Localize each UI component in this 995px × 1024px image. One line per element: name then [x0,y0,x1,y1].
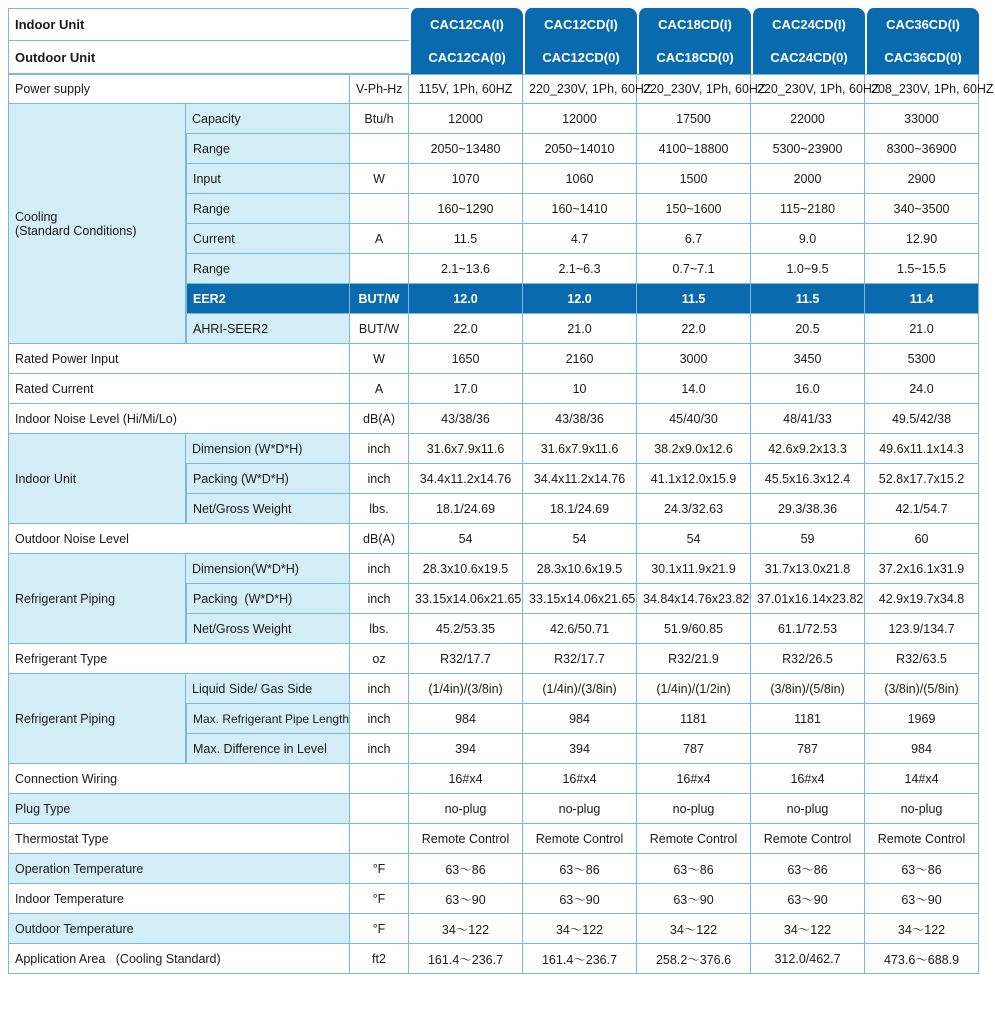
cell-value: 12.0 [523,284,637,314]
cell-value: 43/38/36 [409,404,523,434]
cell-value: 63～90 [523,884,637,914]
table-row [8,824,979,854]
cell-value: 42.1/54.7 [865,494,979,524]
table-row [8,644,979,674]
table-row [8,74,979,104]
cell-value: 22000 [751,104,865,134]
table-row [8,914,979,944]
spec-table [8,8,994,974]
cell-value: 1060 [523,164,637,194]
row-unit: inch [350,674,409,704]
cell-value: 16.0 [751,374,865,404]
cell-value: 42.6x9.2x13.3 [751,434,865,464]
row-unit: inch [350,584,409,614]
cell-value: 984 [409,704,523,734]
cell-value: 115V, 1Ph, 60HZ [409,74,523,104]
cell-value: 1.5~15.5 [865,254,979,284]
cell-value: (3/8in)/(5/8in) [751,674,865,704]
cell-value: 2050~13480 [409,134,523,164]
cell-value: 14#x4 [865,764,979,794]
row-label: Packing (W*D*H) [186,584,350,614]
cell-value: 0.7~7.1 [637,254,751,284]
row-label: Indoor Temperature [8,884,350,914]
cell-value: 49.5/42/38 [865,404,979,434]
cell-value: Remote Control [409,824,523,854]
row-unit: inch [350,704,409,734]
cell-value: 2900 [865,164,979,194]
table-row [8,524,979,554]
cell-value: 61.1/72.53 [751,614,865,644]
table-row [8,434,979,464]
cell-value: 3000 [637,344,751,374]
row-label: Range [186,194,350,224]
row-label: Input [186,164,350,194]
cell-value: 2.1~13.6 [409,254,523,284]
cell-value: 5300~23900 [751,134,865,164]
row-label: Outdoor Temperature [8,914,350,944]
row-unit: °F [350,884,409,914]
cell-value: 11.5 [751,284,865,314]
table-row [8,764,979,794]
cell-value: 63～90 [751,884,865,914]
cell-value: 12.0 [409,284,523,314]
cell-value: no-plug [751,794,865,824]
row-label: Dimension(W*D*H) [186,554,350,584]
cell-value: no-plug [523,794,637,824]
row-label: EER2 [186,284,350,314]
row-label: Rated Current [8,374,350,404]
cell-value: 340~3500 [865,194,979,224]
cell-value: 29.3/38.36 [751,494,865,524]
cell-value: 258.2～376.6 [637,944,751,974]
cell-value: 11.5 [409,224,523,254]
cell-value: 41.1x12.0x15.9 [637,464,751,494]
cell-value: 2050~14010 [523,134,637,164]
indoor-model-5: CAC36CD(I) [865,8,979,41]
cell-value: 52.8x17.7x15.2 [865,464,979,494]
cell-value: 16#x4 [751,764,865,794]
cell-value: 161.4～236.7 [523,944,637,974]
cell-value: 24.0 [865,374,979,404]
cell-value: 54 [523,524,637,554]
cell-value: 1070 [409,164,523,194]
cell-value: 21.0 [523,314,637,344]
cell-value: 473.6～688.9 [865,944,979,974]
cell-value: 16#x4 [523,764,637,794]
cell-value: 63～86 [637,854,751,884]
cell-value: 161.4～236.7 [409,944,523,974]
cell-value: 220_230V, 1Ph, 60HZ [751,74,865,104]
cell-value: 63～86 [409,854,523,884]
cell-value: 63～90 [637,884,751,914]
cell-value: 5300 [865,344,979,374]
row-unit: dB(A) [350,404,409,434]
row-label: Connection Wiring [8,764,350,794]
row-unit: lbs. [350,494,409,524]
cell-value: 34.84x14.76x23.82 [637,584,751,614]
cell-value: 312.0/462.7 [751,944,865,974]
row-unit: A [350,224,409,254]
cell-value: 16#x4 [409,764,523,794]
cell-value: 11.5 [637,284,751,314]
cell-value: 63～90 [865,884,979,914]
cell-value: 45/40/30 [637,404,751,434]
row-unit [350,794,409,824]
indoor-model-4: CAC24CD(I) [751,8,865,41]
group-refrigerant-piping-1: Refrigerant Piping [8,554,186,644]
table-row [8,344,979,374]
cell-value: 42.6/50.71 [523,614,637,644]
cell-value: 984 [865,734,979,764]
outdoor-model-3: CAC18CD(0) [637,41,751,74]
row-label: Packing (W*D*H) [186,464,350,494]
row-label: Current [186,224,350,254]
cell-value: 33.15x14.06x21.65 [409,584,523,614]
cell-value: 394 [523,734,637,764]
cell-value: 160~1290 [409,194,523,224]
cell-value: 208_230V, 1Ph, 60HZ [865,74,979,104]
cell-value: 34～122 [637,914,751,944]
cell-value: 984 [523,704,637,734]
indoor-model-2: CAC12CD(I) [523,8,637,41]
cell-value: R32/17.7 [523,644,637,674]
cell-value: 16#x4 [637,764,751,794]
cell-value: 18.1/24.69 [523,494,637,524]
cell-value: 4.7 [523,224,637,254]
cell-value: 115~2180 [751,194,865,224]
cell-value: Remote Control [637,824,751,854]
row-unit [350,194,409,224]
cell-value: 2160 [523,344,637,374]
row-label: Capacity [186,104,350,134]
cell-value: 33.15x14.06x21.65 [523,584,637,614]
cell-value: 45.5x16.3x12.4 [751,464,865,494]
cell-value: 48/41/33 [751,404,865,434]
cell-value: 160~1410 [523,194,637,224]
row-label: Plug Type [8,794,350,824]
cell-value: 220_230V, 1Ph, 60HZ [523,74,637,104]
row-unit: oz [350,644,409,674]
cell-value: 30.1x11.9x21.9 [637,554,751,584]
outdoor-model-1: CAC12CA(0) [409,41,523,74]
table-row [8,104,979,134]
row-unit: BUT/W [350,284,409,314]
cell-value: 11.4 [865,284,979,314]
row-label: Range [186,254,350,284]
cell-value: 31.6x7.9x11.6 [409,434,523,464]
cell-value: no-plug [637,794,751,824]
cell-value: 17500 [637,104,751,134]
cell-value: no-plug [865,794,979,824]
cell-value: 2000 [751,164,865,194]
cell-value: (1/4in)/(3/8in) [523,674,637,704]
row-unit [350,254,409,284]
cell-value: 12.90 [865,224,979,254]
cell-value: 9.0 [751,224,865,254]
row-unit: lbs. [350,614,409,644]
cell-value: 20.5 [751,314,865,344]
cell-value: 34～122 [523,914,637,944]
row-unit: W [350,344,409,374]
cell-value: 2.1~6.3 [523,254,637,284]
row-unit [350,764,409,794]
row-unit: V-Ph-Hz [350,74,409,104]
cell-value: 150~1600 [637,194,751,224]
outdoor-model-4: CAC24CD(0) [751,41,865,74]
row-unit: dB(A) [350,524,409,554]
cell-value: 123.9/134.7 [865,614,979,644]
row-label: Dimension (W*D*H) [186,434,350,464]
cell-value: R32/17.7 [409,644,523,674]
cell-value: 34.4x11.2x14.76 [409,464,523,494]
cell-value: (1/4in)/(3/8in) [409,674,523,704]
cell-value: 31.7x13.0x21.8 [751,554,865,584]
cell-value: 1969 [865,704,979,734]
cell-value: 54 [637,524,751,554]
group-indoor-unit: Indoor Unit [8,434,186,524]
cell-value: 1181 [637,704,751,734]
cell-value: (3/8in)/(5/8in) [865,674,979,704]
row-unit [350,134,409,164]
cell-value: 3450 [751,344,865,374]
row-label: Application Area (Cooling Standard) [8,944,350,974]
cell-value: 28.3x10.6x19.5 [523,554,637,584]
cell-value: 394 [409,734,523,764]
table-row [8,854,979,884]
cell-value: 34～122 [409,914,523,944]
cell-value: 43/38/36 [523,404,637,434]
outdoor-unit-header: Outdoor Unit [8,41,409,74]
cell-value: 1500 [637,164,751,194]
row-label: Rated Power Input [8,344,350,374]
cell-value: 37.2x16.1x31.9 [865,554,979,584]
table-row [8,554,979,584]
cell-value: 12000 [409,104,523,134]
row-label: Net/Gross Weight [186,614,350,644]
cell-value: (1/4in)/(1/2in) [637,674,751,704]
outdoor-model-row [8,41,979,74]
cell-value: 34.4x11.2x14.76 [523,464,637,494]
table-row [8,404,979,434]
cell-value: 1181 [751,704,865,734]
table-row [8,794,979,824]
cell-value: Remote Control [865,824,979,854]
cell-value: 63～86 [751,854,865,884]
cell-value: 14.0 [637,374,751,404]
row-unit: inch [350,554,409,584]
row-unit: A [350,374,409,404]
cell-value: 51.9/60.85 [637,614,751,644]
indoor-unit-header: Indoor Unit [8,8,409,41]
cell-value: 24.3/32.63 [637,494,751,524]
cell-value: 22.0 [637,314,751,344]
row-unit: °F [350,914,409,944]
cell-value: 37.01x16.14x23.82 [751,584,865,614]
cell-value: 787 [751,734,865,764]
table-row [8,944,979,974]
group-cooling: Cooling (Standard Conditions) [8,104,186,344]
row-unit: W [350,164,409,194]
outdoor-model-2: CAC12CD(0) [523,41,637,74]
cell-value: 22.0 [409,314,523,344]
cell-value: 4100~18800 [637,134,751,164]
cell-value: 45.2/53.35 [409,614,523,644]
cell-value: 63～90 [409,884,523,914]
row-unit: ft2 [350,944,409,974]
cell-value: Remote Control [523,824,637,854]
cell-value: Remote Control [751,824,865,854]
row-unit: inch [350,734,409,764]
row-unit: BUT/W [350,314,409,344]
row-unit: Btu/h [350,104,409,134]
indoor-model-1: CAC12CA(I) [409,8,523,41]
cell-value: 12000 [523,104,637,134]
row-label: Thermostat Type [8,824,350,854]
cell-value: 42.9x19.7x34.8 [865,584,979,614]
row-label: Max. Refrigerant Pipe Length [186,704,350,734]
cell-value: 38.2x9.0x12.6 [637,434,751,464]
row-label: Indoor Noise Level (Hi/Mi/Lo) [8,404,350,434]
row-label: Power supply [8,74,350,104]
cell-value: 59 [751,524,865,554]
cell-value: 21.0 [865,314,979,344]
cell-value: 63～86 [523,854,637,884]
cell-value: 54 [409,524,523,554]
row-label: Outdoor Noise Level [8,524,350,554]
cell-value: 1.0~9.5 [751,254,865,284]
cell-value: no-plug [409,794,523,824]
indoor-model-3: CAC18CD(I) [637,8,751,41]
cell-value: 1650 [409,344,523,374]
row-unit: °F [350,854,409,884]
cell-value: R32/21.9 [637,644,751,674]
cell-value: 18.1/24.69 [409,494,523,524]
cell-value: 220_230V, 1Ph, 60HZ [637,74,751,104]
row-label: Range [186,134,350,164]
cell-value: 34～122 [751,914,865,944]
cell-value: 28.3x10.6x19.5 [409,554,523,584]
cell-value: 17.0 [409,374,523,404]
table-row [8,674,979,704]
cell-value: 8300~36900 [865,134,979,164]
outdoor-model-5: CAC36CD(0) [865,41,979,74]
table-row [8,374,979,404]
cell-value: R32/26.5 [751,644,865,674]
table-row [8,884,979,914]
indoor-model-row [8,8,979,41]
row-label: Net/Gross Weight [186,494,350,524]
row-label: AHRI-SEER2 [186,314,350,344]
row-label: Operation Temperature [8,854,350,884]
cell-value: 31.6x7.9x11.6 [523,434,637,464]
cell-value: 33000 [865,104,979,134]
row-label: Refrigerant Type [8,644,350,674]
cell-value: 49.6x11.1x14.3 [865,434,979,464]
row-label: Liquid Side/ Gas Side [186,674,350,704]
cell-value: R32/63.5 [865,644,979,674]
cell-value: 6.7 [637,224,751,254]
cell-value: 10 [523,374,637,404]
cell-value: 787 [637,734,751,764]
row-label: Max. Difference in Level [186,734,350,764]
row-unit [350,824,409,854]
row-unit: inch [350,434,409,464]
cell-value: 63～86 [865,854,979,884]
cell-value: 34～122 [865,914,979,944]
row-unit: inch [350,464,409,494]
group-refrigerant-piping-2: Refrigerant Piping [8,674,186,764]
cell-value: 60 [865,524,979,554]
